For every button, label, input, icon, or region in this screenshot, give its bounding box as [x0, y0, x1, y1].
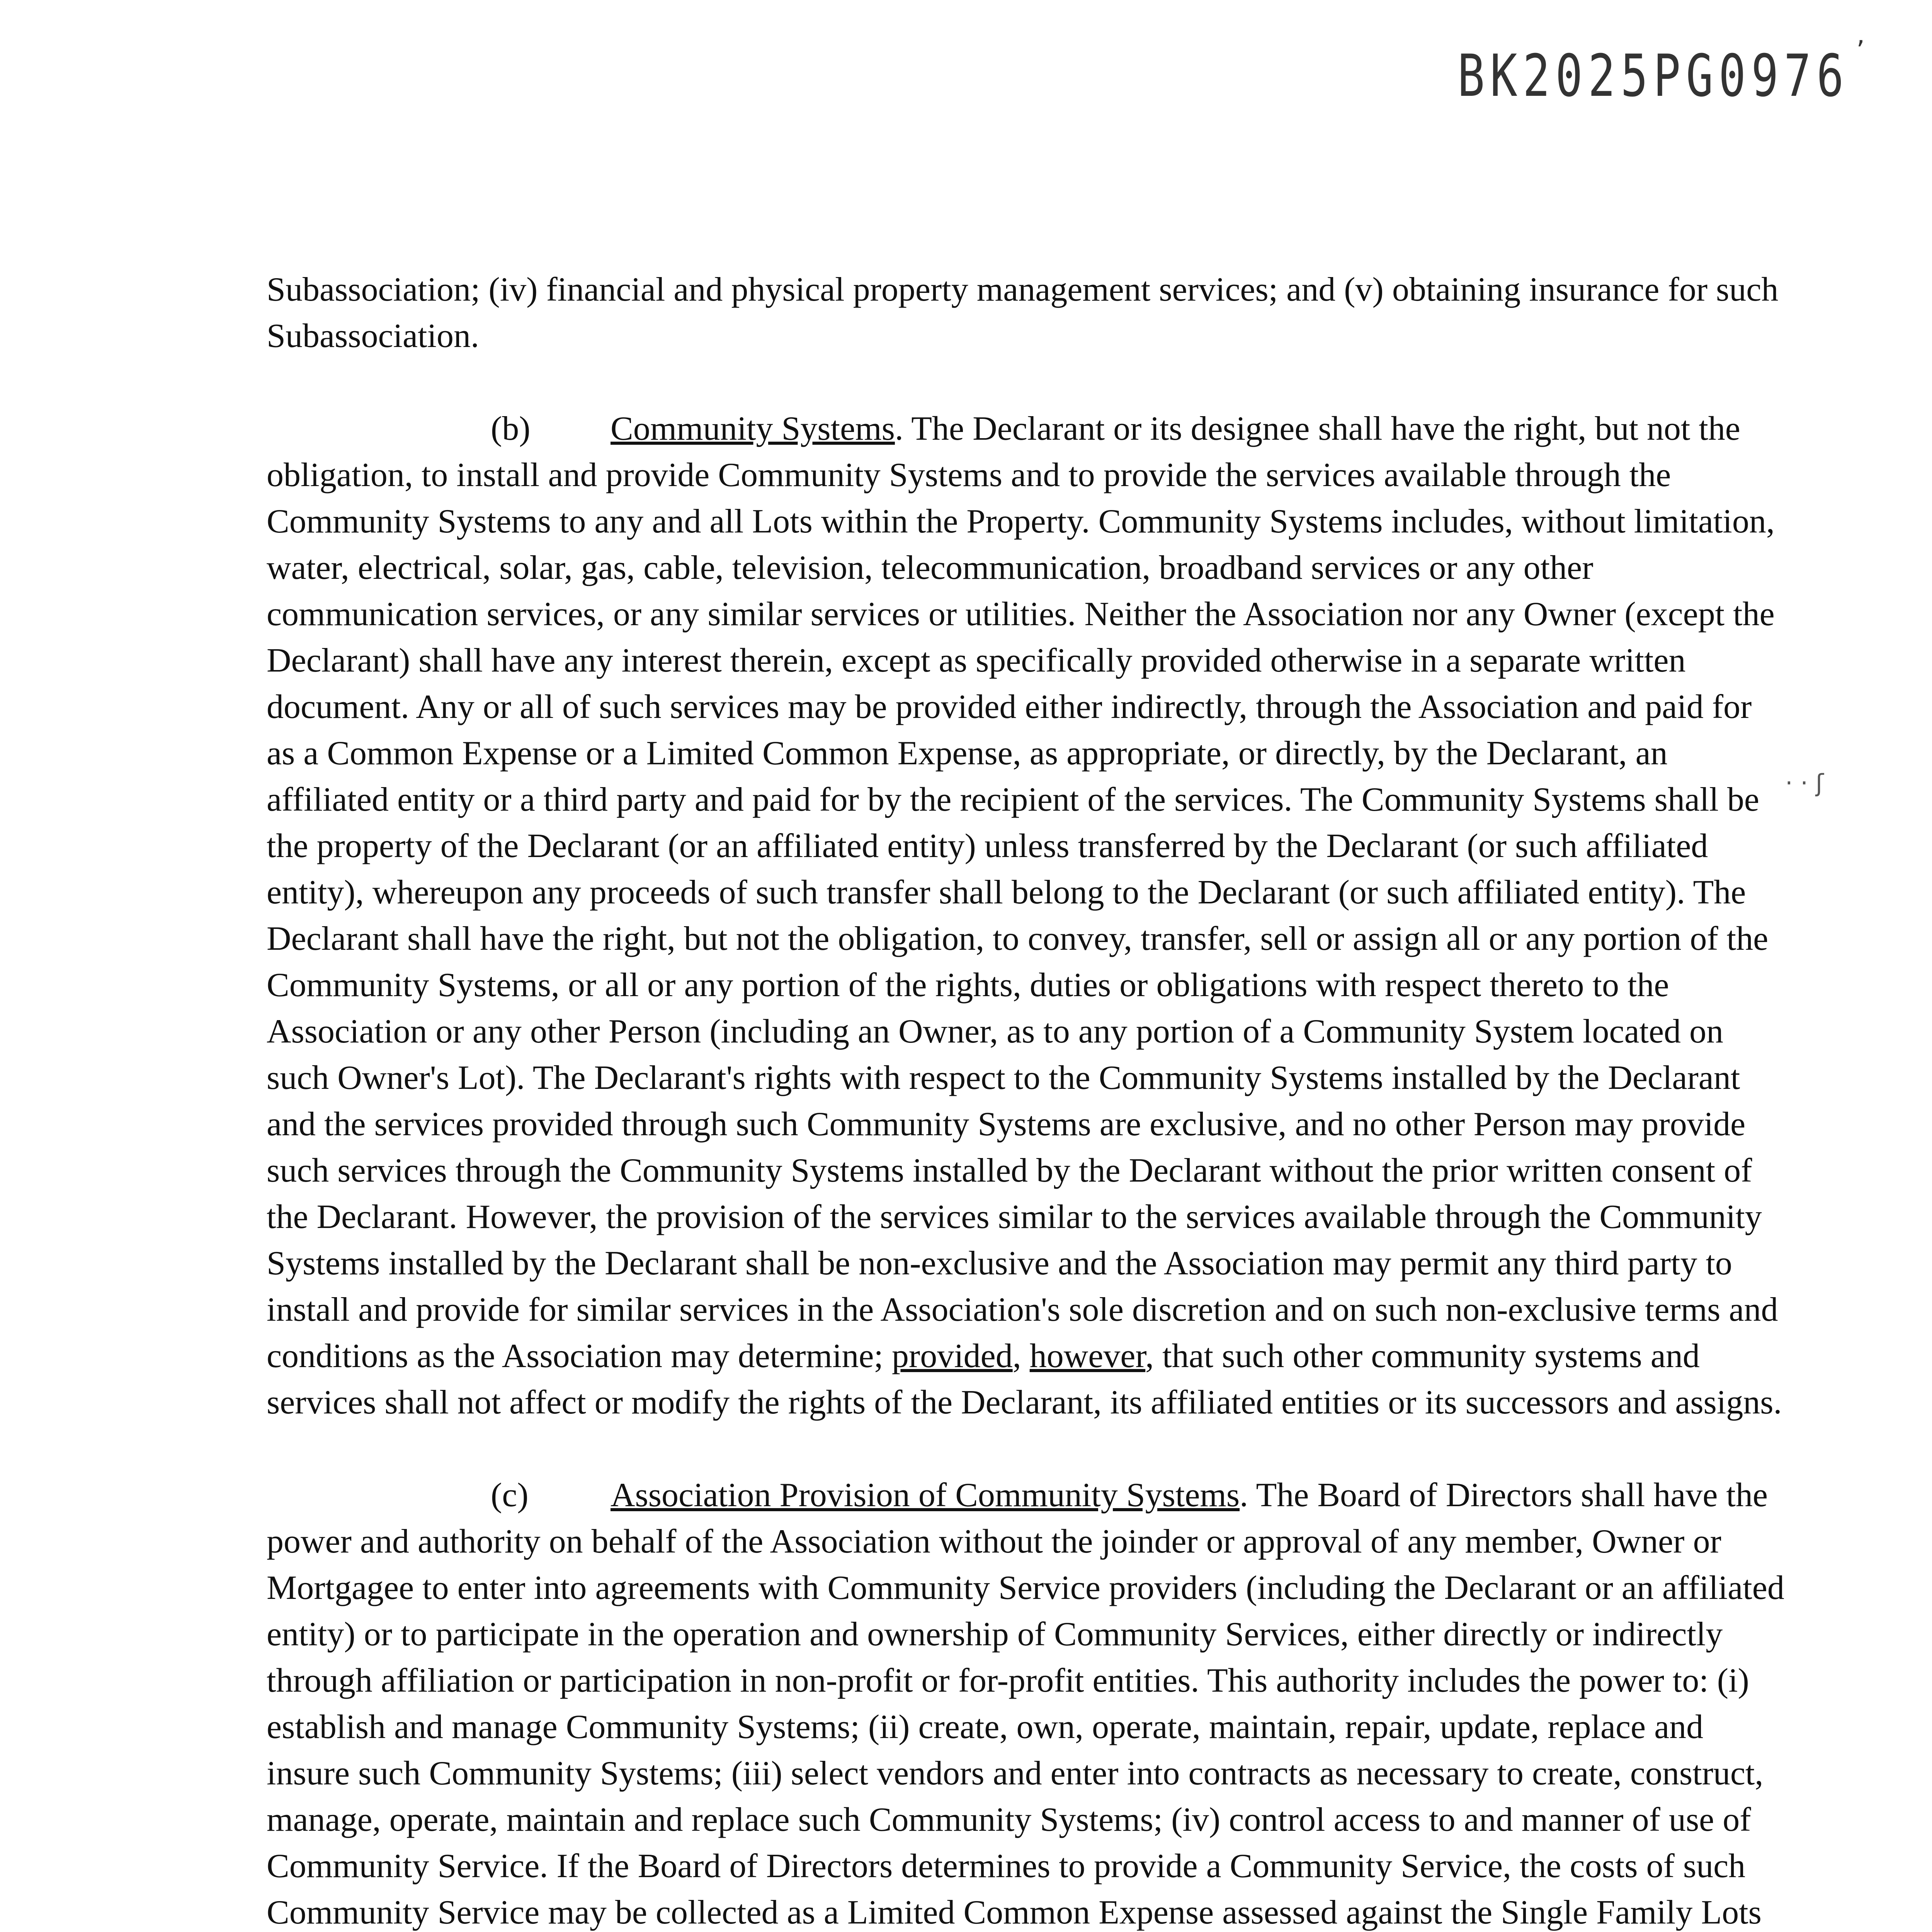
paragraph-b-heading: Community Systems: [611, 410, 895, 447]
margin-note: · · ʃ: [1785, 769, 1824, 797]
paragraph-b-comma: ,: [1012, 1337, 1030, 1375]
stamp-tick-mark: ’: [1856, 35, 1865, 66]
document-body: [267, 267, 1785, 1932]
paragraph-b-label: (b): [491, 410, 531, 447]
paragraph-continuation: Subassociation; (iv) financial and physical property management services; and (v) obtaining insurance for such Subassociation.: [267, 271, 1779, 355]
paragraph-c-heading: Association Provision of Community Systems: [611, 1476, 1240, 1514]
paragraph-b-body-end: , that such other community systems and services shall not affect or modify the rights of the Declarant, its affiliated entities or its successors and assigns.: [267, 1337, 1782, 1421]
paragraph-c-label: (c): [491, 1476, 529, 1514]
book-page-stamp: BK2025PG0976: [1458, 43, 1849, 110]
paragraph-c: [267, 1472, 1785, 1932]
paragraph-b-however: however: [1029, 1337, 1146, 1375]
paragraph-b-provided: provided: [891, 1337, 1013, 1375]
paragraph-b: [267, 406, 1785, 1426]
paragraph-b-body: . The Declarant or its designee shall have the right, but not the obligation, to install and provide Community Systems and to provide the services available through the Community Systems to any and all Lots within the Property. Community Systems includes, without limitation, water, electrical, solar, gas, cable, television, telecommunication, broadband services or any other communication services, or any similar services or utilities. Neither the Association nor any Owner (except the Declarant) shall have any interest therein, except as specifically provided otherwise in a separate written document. Any or all of such services may be provided either indirectly, through the Association and paid for as a Common Expense or a Limited Common Expense, as appropriate, or directly, by the Declarant, an affiliated entity or a third party and paid for by the recipient of the services. The Community Systems shall be the property of the Declarant (or an affiliated entity) unless transferred by the Declarant (or such affiliated entity), whereupon any proceeds of such transfer shall belong to the Declarant (or such affiliated entity). The Declarant shall have the right, but not the obligation, to convey, transfer, sell or assign all or any portion of the Community Systems, or all or any portion of the rights, duties or obligations with respect thereto to the Association or any other Person (including an Owner, as to any portion of a Community System located on such Owner's Lot). The Declarant's rights with respect to the Community Systems installed by the Declarant and the services provided through such Community Systems are exclusive, and no other Person may provide such services through the Community Systems installed by the Declarant without the prior written consent of the Declarant. However, the provision of the services similar to the services available through the Community Systems installed by the Declarant shall be non-exclusive and the Association may permit any third party to install and provide for similar services in the Association's sole discretion and on such non-exclusive terms and conditions as the Association may determine;: [267, 410, 1778, 1375]
paragraph-c-body: . The Board of Directors shall have the power and authority on behalf of the Association without the joinder or approval of any member, Owner or Mortgagee to enter into agreements with Community Service providers (including the Declarant or an affiliated entity) or to participate in the operation and ownership of Community Services, either directly or indirectly through affiliation or participation in non-profit or for-profit entities. This authority includes the power to: (i) establish and manage Community Systems; (ii) create, own, operate, maintain, repair, update, replace and insure such Community Systems; (iii) select vendors and enter into contracts as necessary to create, construct, manage, operate, maintain and replace such Community Systems; (iv) control access to and manner of use of Community Service. If the Board of Directors determines to provide a Community Service, the costs of such Community Service may be collected as a Limited Common Expense assessed against the Single Family Lots: [267, 1476, 1784, 1931]
